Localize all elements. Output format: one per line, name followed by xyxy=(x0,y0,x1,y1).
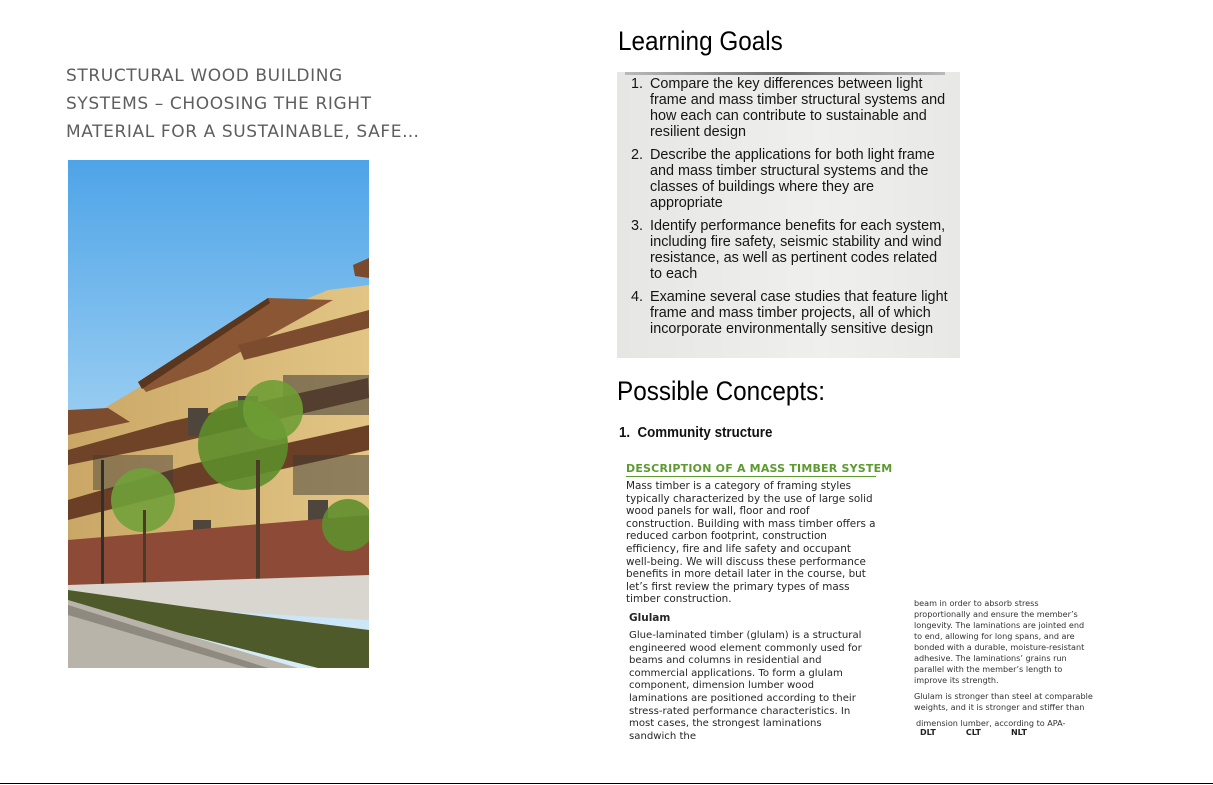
list-item xyxy=(631,147,950,211)
list-item-text: Examine several case studies that feature light frame and mass timber projects, all of which incorporate environmentally sensitive design xyxy=(650,289,948,337)
list-item-text: Describe the applications for both light frame and mass timber structural systems and the classes of buildings where they are appropriate xyxy=(650,147,935,211)
list-item xyxy=(631,76,950,140)
concept-item xyxy=(619,425,772,441)
type-label-dlt: DLT xyxy=(920,728,936,737)
possible-concepts-heading: Possible Concepts: xyxy=(617,376,826,406)
excerpt-heading: DESCRIPTION OF A MASS TIMBER SYSTEM xyxy=(626,462,893,475)
learning-goals-list xyxy=(617,76,950,344)
concept-label: Community structure xyxy=(637,425,773,441)
excerpt-body: Mass timber is a category of framing styles typically characterized by the use of large solid wood panels for wall, floor and roof construction. Building with mass timber offers a reduced carbon footprint, construction efficiency, fire and life safety and occupant well-being. We will discuss these performance benefits in more detail later in the course, but let’s first review the primary types of mass timber construction. xyxy=(626,480,876,606)
page-bottom-divider xyxy=(0,783,1213,784)
learning-goals-panel xyxy=(617,72,960,358)
timber-type-labels xyxy=(920,728,1057,737)
list-item xyxy=(631,218,950,282)
glulam-continued-para-2: Glulam is stronger than steel at comparable weights, and it is stronger and stiffer than xyxy=(914,691,1093,712)
glulam-continued xyxy=(914,598,1094,734)
glulam-continued-para-3: dimension lumber, according to APA- xyxy=(916,718,1066,728)
mass-timber-excerpt xyxy=(617,452,1095,748)
list-item xyxy=(631,289,950,337)
list-item-text: Identify performance benefits for each system, including fire safety, seismic stability and wind resistance, as well as pertinent codes related to each xyxy=(650,218,946,282)
glulam-heading: Glulam xyxy=(629,612,671,624)
excerpt-heading-rule xyxy=(626,476,876,477)
list-item-text: Compare the key differences between light frame and mass timber structural systems and how each can contribute to sustainable and resilient design xyxy=(650,76,946,140)
type-label-clt: CLT xyxy=(965,728,981,737)
list-number: 1. xyxy=(631,76,644,92)
concept-number: 1. xyxy=(619,425,631,441)
list-number: 4. xyxy=(631,289,644,305)
glulam-continued-para-1: beam in order to absorb stress proportionally and ensure the member’s longevity. The laminations are jointed end to end, allowing for long spans, and are bonded with a durable, moisture-resistant adhesive. The laminations’ grains run parallel with the member’s length to improve its strength. xyxy=(914,598,1085,685)
list-number: 2. xyxy=(631,147,644,163)
course-title: STRUCTURAL WOOD BUILDING SYSTEMS – CHOOSING THE RIGHT MATERIAL FOR A SUSTAINABLE, SAFE… xyxy=(66,66,420,142)
building-photo xyxy=(68,160,369,668)
learning-goals-heading: Learning Goals xyxy=(618,26,783,56)
glulam-body: Glue-laminated timber (glulam) is a structural engineered wood element commonly used for beams and columns in residential and commercial applications. To form a glulam component, dimension lumber wood laminations are positioned according to their stress-rated performance characteristics. In most cases, the strongest laminations sandwich the xyxy=(629,630,862,742)
list-number: 3. xyxy=(631,218,644,234)
type-label-nlt: NLT xyxy=(1010,728,1027,737)
